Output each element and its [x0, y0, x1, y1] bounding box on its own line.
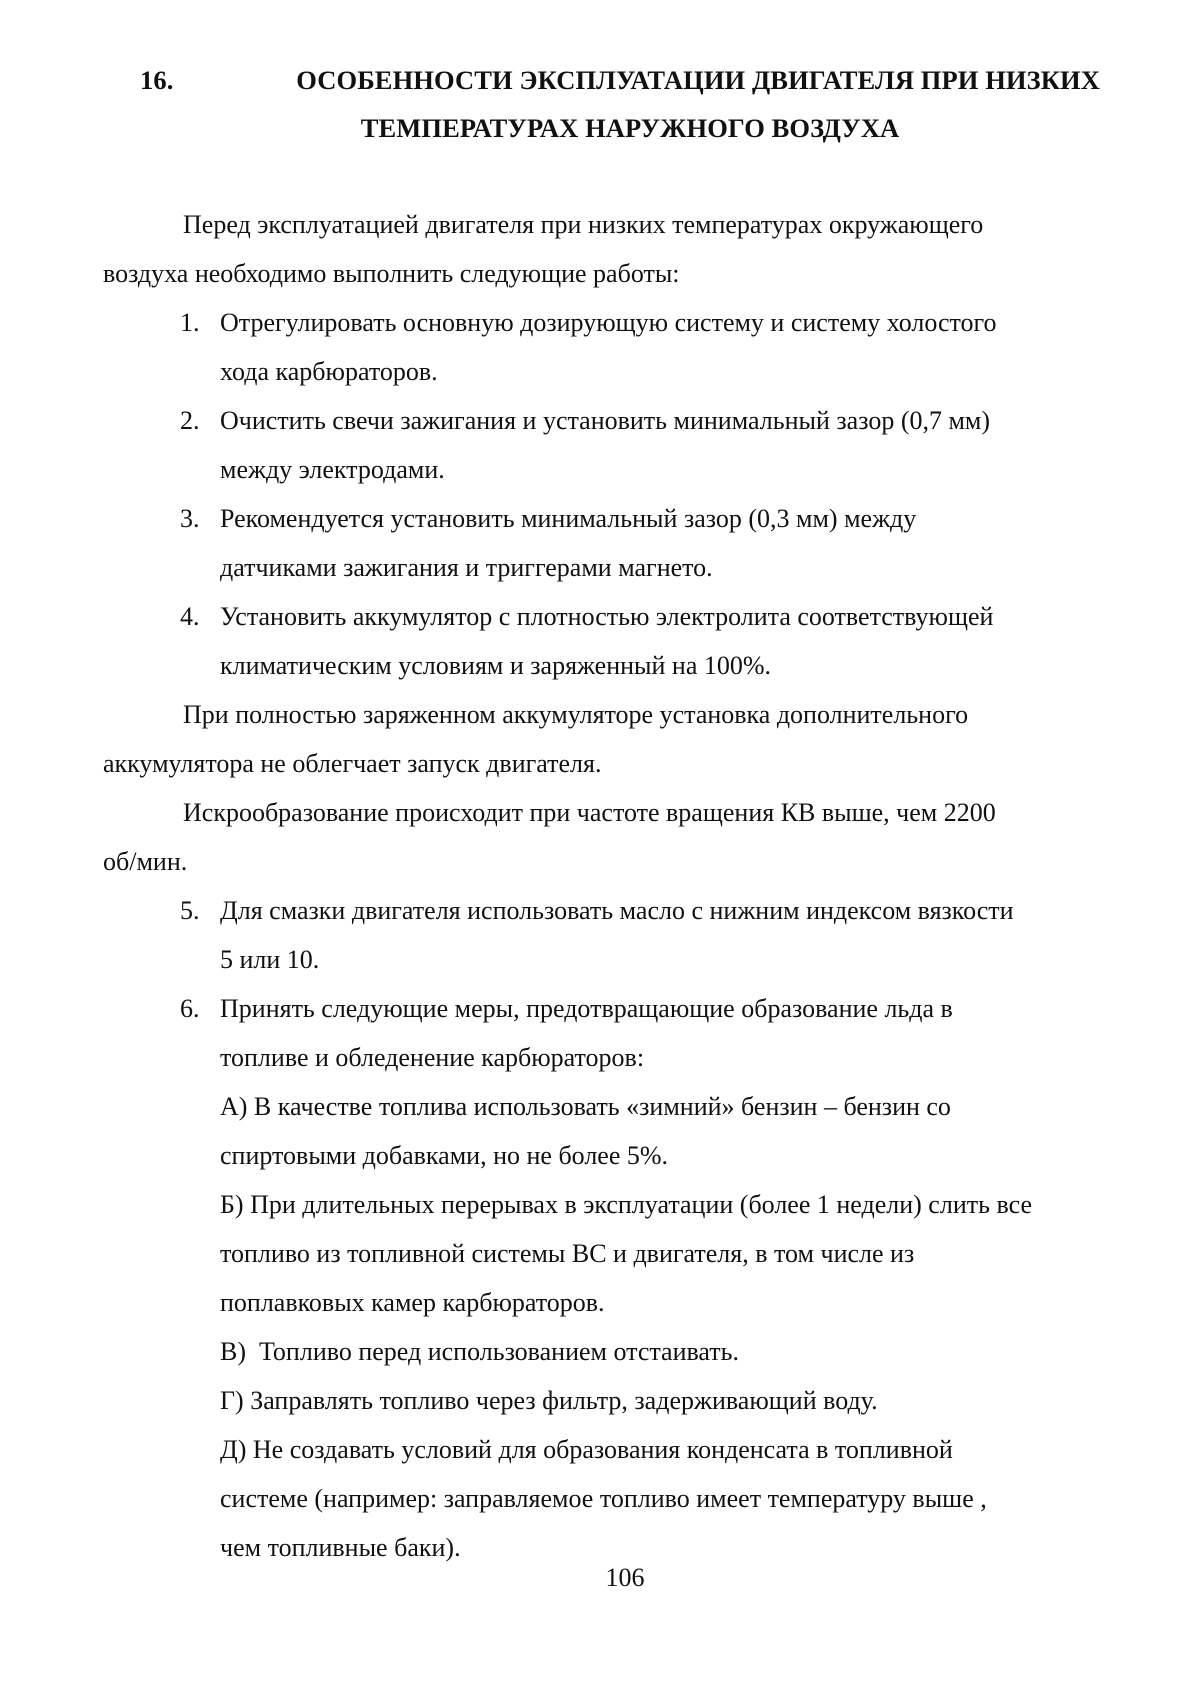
steps-list: [143, 298, 1103, 690]
subitem-b: [143, 1180, 1103, 1327]
list-item: [143, 592, 1103, 690]
list-item-line-2: датчиками зажигания и триггерами магнето.: [220, 553, 713, 582]
list-item-text: [220, 886, 1103, 984]
subitem-a: [143, 1082, 1103, 1180]
subitem-d: [143, 1425, 1103, 1572]
list-item-text: [220, 494, 1103, 592]
list-item-number: 5.: [180, 896, 200, 925]
list-item-line-2: климатическим условиям и заряженный на 100%.: [220, 651, 772, 680]
section-title-line-1: ОСОБЕННОСТИ ЭКСПЛУАТАЦИИ ДВИГАТЕЛЯ ПРИ НИЗКИХ: [296, 65, 1100, 95]
list-item-text: [220, 592, 1103, 690]
intro-paragraph: [103, 200, 1103, 298]
subitem-v: [143, 1327, 1103, 1376]
list-item-number: 2.: [180, 406, 200, 435]
spark-note-line-1: Искрообразование происходит при частоте вращения КВ выше, чем 2200: [183, 798, 996, 827]
section-heading: [140, 56, 1100, 152]
list-item: [143, 298, 1103, 396]
list-item-line-1: Для смазки двигателя использовать масло с нижним индексом вязкости: [220, 896, 1014, 925]
intro-line-1: Перед эксплуатацией двигателя при низких температурах окружающего: [183, 210, 984, 239]
page-number: 106: [605, 1563, 645, 1592]
subitem-d-line-1: Д) Не создавать условий для образования конденсата в топливной: [220, 1435, 953, 1464]
document-body: [103, 200, 1103, 1572]
battery-note-line-1: При полностью заряженном аккумуляторе установка дополнительного: [183, 700, 969, 729]
battery-note-paragraph: [103, 690, 1103, 788]
subitem-v-line-1: В) Топливо перед использованием отстаивать.: [220, 1337, 740, 1366]
list-item-line-2: топливе и обледенение карбюраторов:: [220, 1043, 645, 1072]
subitem-d-line-2: системе (например: заправляемое топливо имеет температуру выше ,: [220, 1484, 987, 1513]
subitem-b-line-2: топливо из топливной системы ВС и двигателя, в том числе из: [220, 1239, 915, 1268]
battery-note-line-2: аккумулятора не облегчает запуск двигателя.: [103, 749, 602, 778]
intro-line-2: воздуха необходимо выполнить следующие работы:: [103, 259, 680, 288]
list-item-line-2: между электродами.: [220, 455, 445, 484]
section-title-line-2: ТЕМПЕРАТУРАХ НАРУЖНОГО ВОЗДУХА: [360, 113, 900, 143]
list-item: [143, 984, 1103, 1082]
spark-note-paragraph: [103, 788, 1103, 886]
section-heading-line-1: [140, 56, 1100, 104]
subitem-g: [143, 1376, 1103, 1425]
subitem-d-line-3: чем топливные баки).: [220, 1533, 461, 1562]
list-item-number: 6.: [180, 994, 200, 1023]
list-item-line-1: Рекомендуется установить минимальный зазор (0,3 мм) между: [220, 504, 917, 533]
subitem-a-line-1: А) В качестве топлива использовать «зимний» бензин – бензин со: [220, 1092, 951, 1121]
list-item: [143, 886, 1103, 984]
list-item-text: [220, 298, 1103, 396]
list-item: [143, 396, 1103, 494]
list-item-text: [220, 984, 1103, 1082]
list-item-line-1: Установить аккумулятор с плотностью электролита соответствующей: [220, 602, 994, 631]
list-item-line-1: Отрегулировать основную дозирующую систему и систему холостого: [220, 308, 997, 337]
list-item-line-2: хода карбюраторов.: [220, 357, 438, 386]
section-number: 16.: [140, 65, 174, 95]
subitem-g-line-1: Г) Заправлять топливо через фильтр, задерживающий воду.: [220, 1386, 878, 1415]
list-item-number: 3.: [180, 504, 200, 533]
list-item: [143, 494, 1103, 592]
subitem-a-line-2: спиртовыми добавками, но не более 5%.: [220, 1141, 669, 1170]
list-item-text: [220, 396, 1103, 494]
list-item-number: 4.: [180, 602, 200, 631]
steps-list-continued: [143, 886, 1103, 1082]
list-item-line-1: Принять следующие меры, предотвращающие образование льда в: [220, 994, 953, 1023]
list-item-number: 1.: [180, 308, 200, 337]
subitem-b-line-3: поплавковых камер карбюраторов.: [220, 1288, 605, 1317]
spark-note-line-2: об/мин.: [103, 847, 188, 876]
list-item-line-1: Очистить свечи зажигания и установить минимальный зазор (0,7 мм): [220, 406, 991, 435]
subitem-b-line-1: Б) При длительных перерывах в эксплуатации (более 1 недели) слить все: [220, 1190, 1032, 1219]
list-item-line-2: 5 или 10.: [220, 945, 320, 974]
